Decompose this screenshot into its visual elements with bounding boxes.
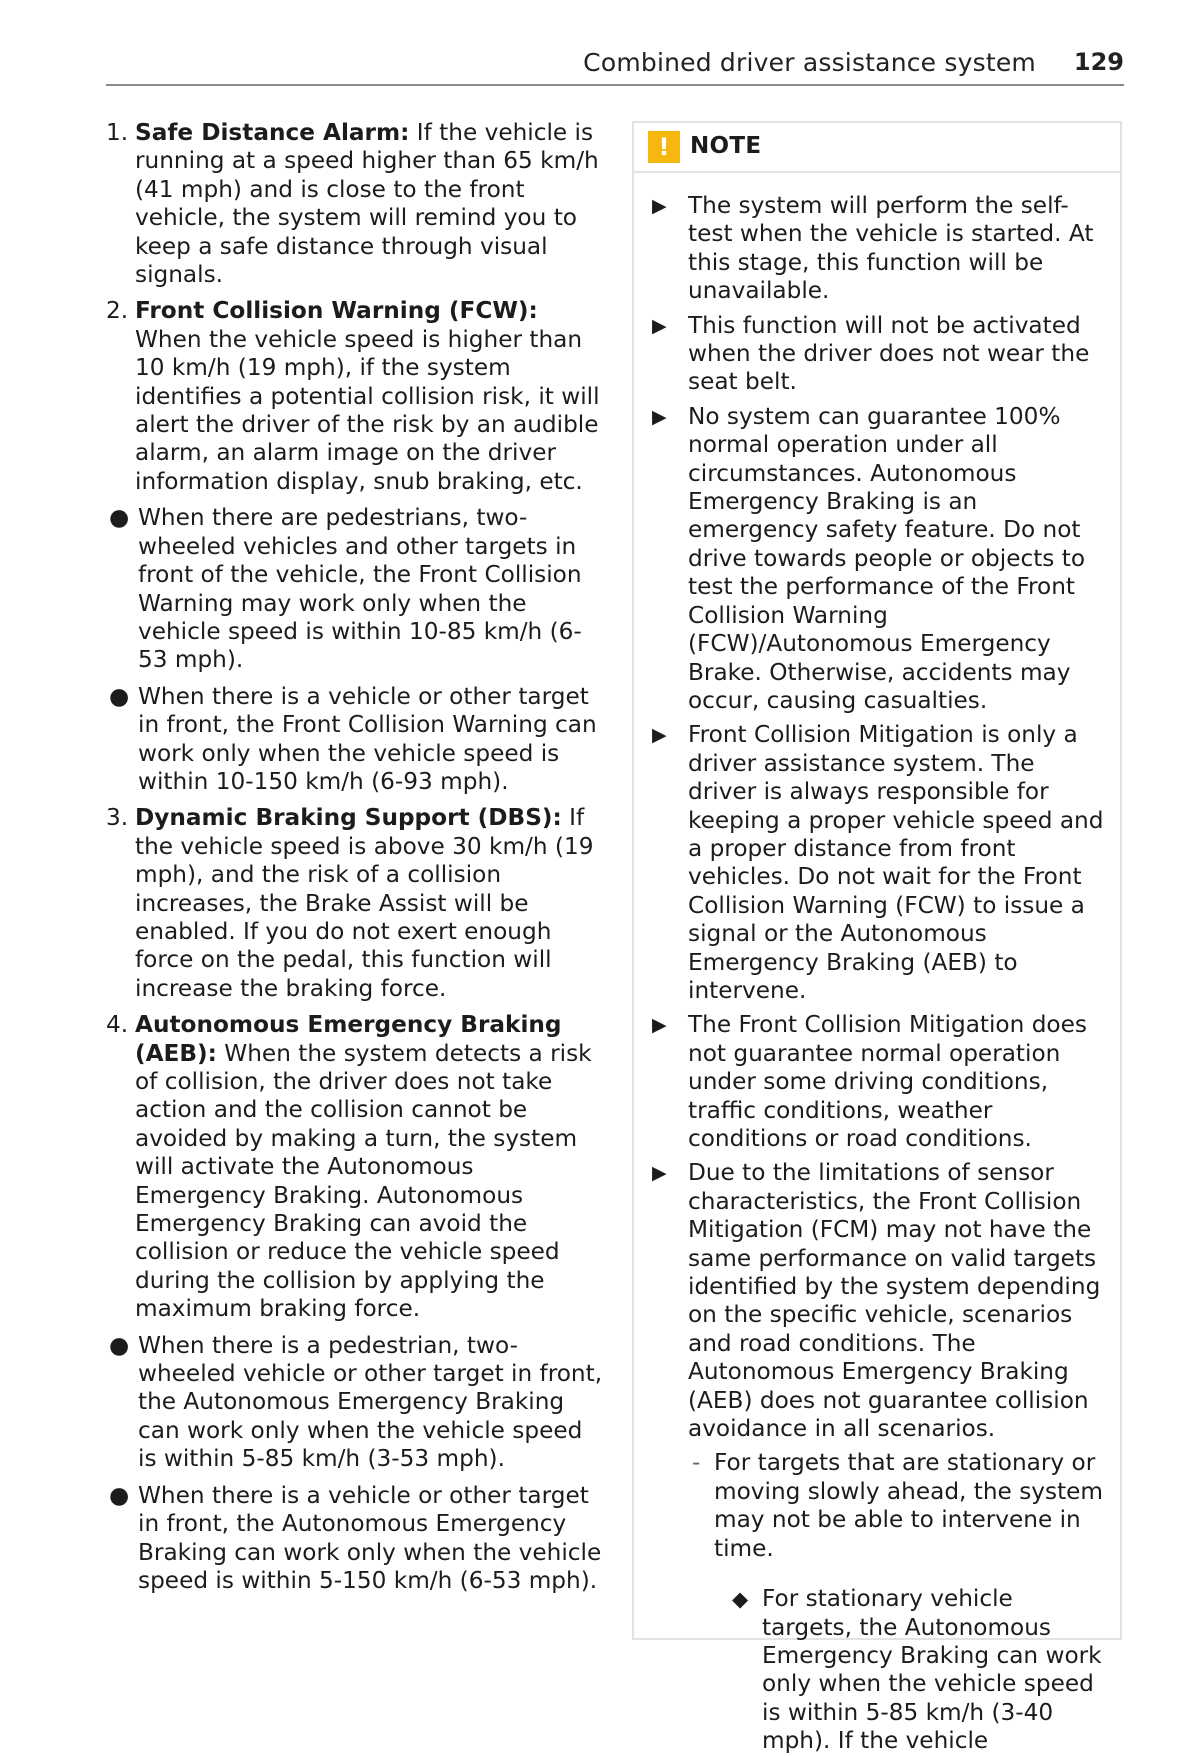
bullet-item	[106, 683, 608, 797]
note-item-text: This function will not be activated when the driver does not wear the seat belt.	[688, 311, 1090, 396]
note-subsub-item-text: For stationary vehicle targets, the Autonomous Emergency Braking can work only when the vehicle speed is within 5-85 km/h (3-40 mph). If the vehicle	[762, 1585, 1102, 1755]
page-number: 129	[1073, 48, 1124, 76]
numbered-item-3	[106, 804, 608, 1003]
note-item	[648, 1011, 1110, 1153]
item-text: If the vehicle is running at a speed higher than 65 km/h (41 mph) and is close to the front vehicle, the system will remind you to keep a safe distance through visual signals.	[135, 119, 599, 289]
bullet-dot-icon: ●	[109, 1331, 130, 1359]
page-header	[106, 44, 1124, 86]
note-item-text: The system will perform the self-test when the vehicle is started. At this stage, this function will be unavailable.	[688, 192, 1094, 305]
item-title: Safe Distance Alarm:	[135, 119, 410, 146]
bullet-text: When there is a pedestrian, two-wheeled vehicle or other target in front, the Autonomous Emergency Braking can work only when the vehicle speed is within 5-85 km/h (3-53 mph).	[138, 1331, 603, 1473]
bullet-dot-icon: ●	[109, 1481, 130, 1509]
note-item-text: The Front Collision Mitigation does not guarantee normal operation under some driving conditions, traffic conditions, weather conditions or road conditions.	[688, 1011, 1087, 1152]
item-title: Front Collision Warning (FCW):	[135, 297, 538, 325]
triangle-bullet-icon: ▶	[652, 1014, 667, 1037]
numbered-item-2	[106, 297, 608, 496]
note-header	[634, 123, 1120, 173]
bullet-text: When there is a vehicle or other target in front, the Front Collision Warning can work only when the vehicle speed is within 10-150 km/h (6-93 mph).	[138, 682, 597, 795]
item-text: If the vehicle speed is above 30 km/h (19 mph), and the risk of a collision increases, the Brake Assist will be enabled. If you do not exert enough force on the pedal, this function will increase the braking force.	[135, 804, 594, 1002]
item-number: 2.	[106, 297, 129, 325]
numbered-item-1	[106, 119, 608, 289]
bullet-item	[106, 1332, 608, 1474]
numbered-item-4	[106, 1011, 608, 1323]
triangle-bullet-icon: ▶	[652, 314, 667, 337]
note-box	[632, 121, 1122, 1755]
item-number: 4.	[106, 1011, 129, 1039]
bullet-text: When there are pedestrians, two-wheeled vehicles and other targets in front of the vehicle, the Front Collision Warning may work only when the vehicle speed is within 10-85 km/h (6-53 mph).	[138, 504, 582, 674]
triangle-bullet-icon: ▶	[652, 1162, 667, 1185]
item-text: When the system detects a risk of collision, the driver does not take action and the collision cannot be avoided by making a turn, the system will activate the Autonomous Emergency Braking. Autonomous Emergency Braking can avoid the collision or reduce the vehicle speed during the collision by applying the maximum braking force.	[135, 1039, 592, 1323]
item-title: Autonomous Emergency Braking (AEB):	[135, 1011, 562, 1067]
note-item-text: Due to the limitations of sensor characteristics, the Front Collision Mitigation (FCM) may not have the same performance on valid targets identified by the system depending on the specific vehicle, scenarios and road conditions. The Autonomous Emergency Braking (AEB) does not guarantee collision avoidance in all scenarios.	[688, 1159, 1101, 1443]
triangle-bullet-icon: ▶	[652, 195, 667, 217]
bullet-item	[106, 1482, 608, 1596]
note-item-text: No system can guarantee 100% normal operation under all circumstances. Autonomous Emergency Braking is an emergency safety feature. Do not drive towards people or objects to test the performance of the Front Collision Warning (FCW)/Autonomous Emergency Brake. Otherwise, accidents may occur, causing casualties.	[688, 402, 1086, 714]
section-title: Combined driver assistance system	[583, 48, 1036, 77]
note-item	[648, 403, 1110, 715]
note-item-text: Front Collision Mitigation is only a driver assistance system. The driver is always responsible for keeping a proper vehicle speed and a proper distance from front vehicles. Do not wait for the Front Collision Warning (FCW) to issue a signal or the Autonomous Emergency Braking (AEB) to intervene.	[688, 721, 1104, 1004]
note-item	[648, 721, 1110, 1005]
bullet-dot-icon: ●	[109, 504, 130, 532]
item-title: Dynamic Braking Support (DBS):	[135, 804, 562, 832]
left-column	[106, 119, 608, 1603]
item-number: 3.	[106, 804, 129, 832]
note-title: NOTE	[690, 133, 762, 159]
triangle-bullet-icon: ▶	[652, 724, 667, 747]
note-sub-item	[648, 1449, 1110, 1563]
dash-bullet-icon: -	[692, 1449, 701, 1477]
note-subsub-item	[648, 1585, 1110, 1755]
note-item	[648, 192, 1110, 306]
item-number: 1.	[106, 119, 129, 146]
triangle-bullet-icon: ▶	[652, 405, 667, 428]
bullet-text: When there is a vehicle or other target in front, the Autonomous Emergency Braking can work only when the vehicle speed is within 5-150 km/h (6-53 mph).	[138, 1481, 602, 1594]
note-item	[648, 1159, 1110, 1443]
item-text: When the vehicle speed is higher than 10 km/h (19 mph), if the system identifies a potential collision risk, it will alert the driver of the risk by an audible alarm, an alarm image on the driver information display, snub braking, etc.	[135, 325, 600, 495]
warning-icon: !	[648, 131, 680, 163]
note-body	[634, 173, 1120, 1756]
diamond-bullet-icon: ◆	[732, 1587, 749, 1612]
bullet-item	[106, 504, 608, 674]
note-item	[648, 312, 1110, 397]
note-sub-item-text: For targets that are stationary or moving slowly ahead, the system may not be able to intervene in time.	[714, 1449, 1104, 1562]
bullet-dot-icon: ●	[109, 682, 130, 710]
